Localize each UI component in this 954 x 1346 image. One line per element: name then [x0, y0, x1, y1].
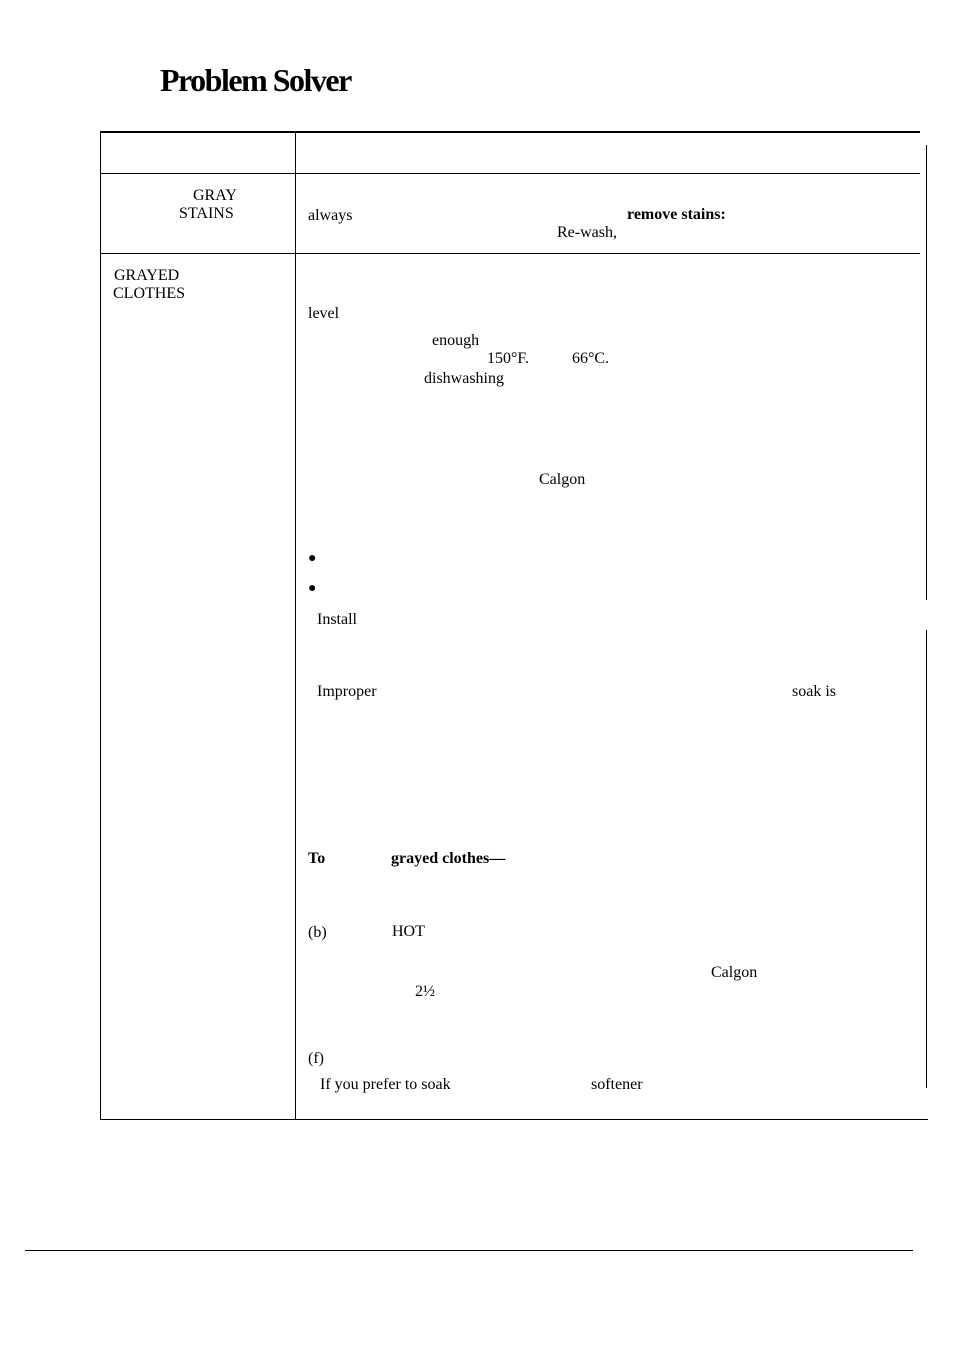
grayed-clothes-text: Calgon — [711, 964, 758, 981]
right-edge-mark-upper — [926, 145, 927, 600]
gray-stains-text-bold: remove stains: — [627, 206, 726, 223]
table-top-border — [100, 131, 920, 133]
grayed-clothes-text-bold: grayed clothes— — [391, 850, 506, 867]
grayed-clothes-text: Calgon — [539, 471, 586, 488]
gray-stains-label-line2: STAINS — [179, 205, 234, 222]
table-bottom-border — [100, 1119, 928, 1120]
gray-stains-text: Re-wash, — [557, 224, 617, 241]
grayed-clothes-text: 66°C. — [572, 350, 610, 367]
table-left-border — [100, 132, 101, 1120]
grayed-clothes-text: Improper — [317, 683, 377, 700]
page-title: Problem Solver — [160, 62, 351, 98]
bullet-icon: ● — [308, 581, 317, 596]
grayed-clothes-text: (b) — [308, 924, 327, 941]
grayed-clothes-text: enough — [432, 332, 480, 349]
column-divider — [295, 132, 296, 1120]
grayed-clothes-text: level — [308, 305, 340, 322]
right-edge-mark-lower — [926, 630, 927, 1088]
grayed-clothes-text: softener — [591, 1076, 643, 1093]
grayed-clothes-text: 2½ — [415, 983, 435, 1000]
grayed-clothes-text: (f) — [308, 1050, 324, 1067]
bullet-icon: ● — [308, 551, 317, 566]
grayed-clothes-text: Install — [317, 611, 357, 628]
grayed-clothes-text: soak is — [792, 683, 836, 700]
grayed-clothes-text: dishwashing — [424, 370, 504, 387]
row-divider — [100, 253, 920, 254]
footer-rule — [25, 1250, 913, 1251]
grayed-clothes-label-line2: CLOTHES — [113, 285, 185, 302]
grayed-clothes-text: 150°F. — [487, 350, 530, 367]
header-bottom-border — [100, 173, 920, 174]
grayed-clothes-text: If you prefer to soak — [320, 1076, 451, 1093]
gray-stains-text: always — [308, 207, 353, 224]
gray-stains-label-line1: GRAY — [193, 187, 237, 204]
grayed-clothes-text: HOT — [392, 923, 425, 940]
grayed-clothes-label-line1: GRAYED — [114, 267, 180, 284]
grayed-clothes-text-bold: To — [308, 850, 326, 867]
